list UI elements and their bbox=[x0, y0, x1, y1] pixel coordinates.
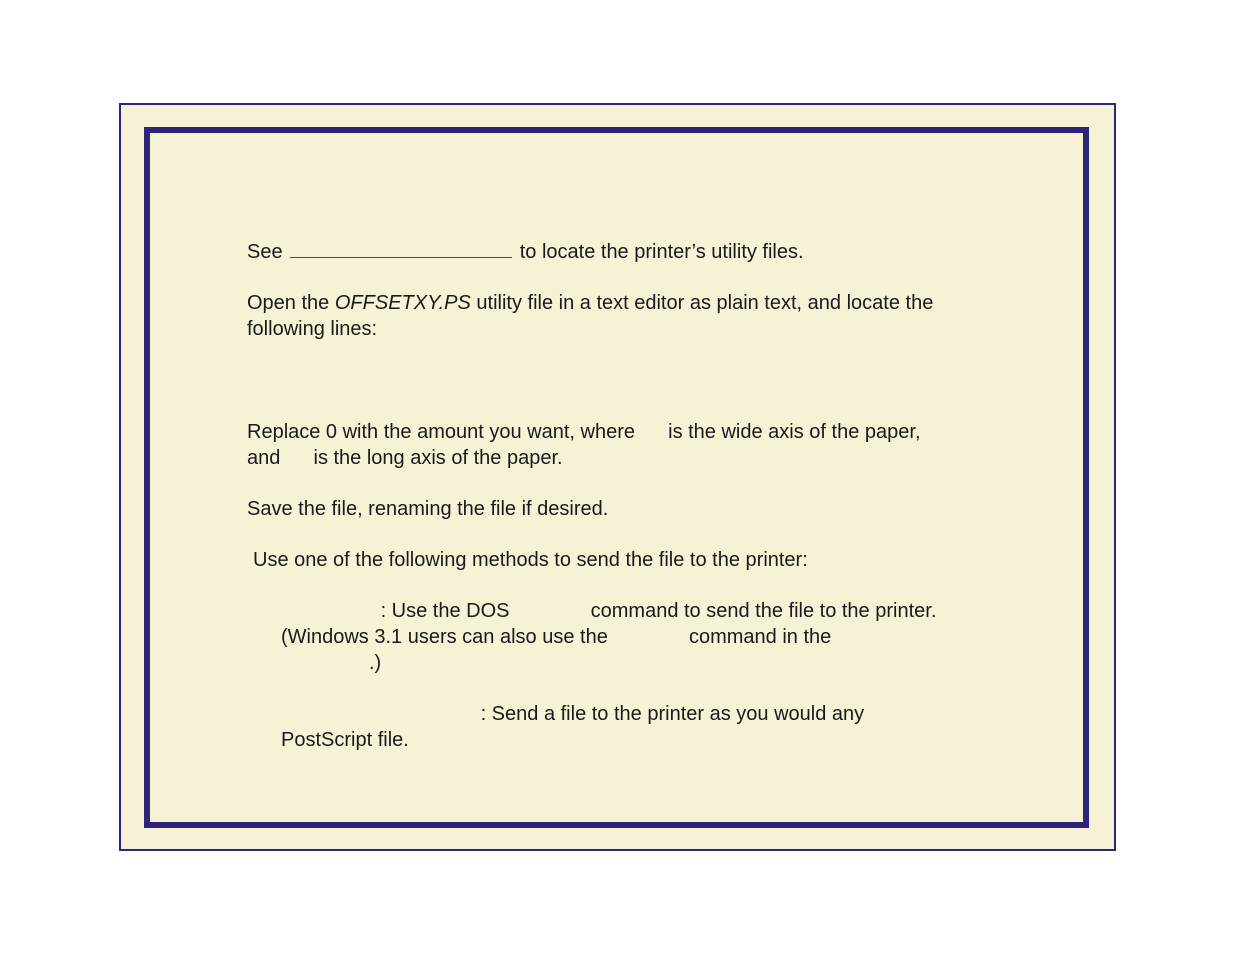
step-replace bbox=[247, 419, 1007, 445]
cross-reference-link[interactable] bbox=[290, 239, 512, 258]
step-send bbox=[247, 547, 1007, 573]
step-open-line2-text: following lines: bbox=[247, 318, 378, 340]
step-replace-part1: Replace 0 with the amount you want, where bbox=[247, 421, 635, 443]
method-mac-line2-text: PostScript file. bbox=[281, 729, 409, 751]
method-dos-line2a: (Windows 3.1 users can also use the bbox=[281, 626, 608, 648]
step-open-line2 bbox=[247, 316, 1007, 342]
step-open bbox=[247, 290, 1007, 316]
outer-frame bbox=[119, 103, 1116, 851]
step-open-after: utility file in a text editor as plain text, and locate the bbox=[476, 292, 934, 314]
step-see-before: See bbox=[247, 241, 283, 263]
instructions-body bbox=[247, 239, 1007, 778]
method-dos-mid: command to send the file to the printer. bbox=[590, 600, 937, 622]
method-dos-line3-text: .) bbox=[369, 652, 382, 674]
method-dos-line3 bbox=[247, 650, 1007, 676]
step-replace-part2: is the wide axis of the paper, bbox=[668, 421, 921, 443]
method-dos bbox=[247, 598, 1007, 624]
method-mac bbox=[247, 701, 1007, 727]
method-mac-colon: : Send a file to the printer as you would any bbox=[480, 703, 865, 725]
method-mac-line2 bbox=[247, 727, 1007, 753]
step-replace-line2 bbox=[247, 445, 1007, 471]
method-dos-line2 bbox=[247, 624, 1007, 650]
step-replace-part3: and bbox=[247, 447, 281, 469]
step-see-after: to locate the printer’s utility files. bbox=[519, 241, 804, 263]
method-dos-colon: : Use the DOS bbox=[380, 600, 510, 622]
step-send-text: Use one of the following methods to send the file to the printer: bbox=[253, 549, 808, 571]
step-save-text: Save the file, renaming the file if desired. bbox=[247, 498, 609, 520]
step-save bbox=[247, 496, 1007, 522]
step-open-before: Open the bbox=[247, 292, 330, 314]
offsetxy-filename: OFFSETXY.PS bbox=[334, 292, 471, 314]
method-dos-line2b: command in the bbox=[688, 626, 832, 648]
step-see bbox=[247, 239, 1007, 265]
step-replace-part4: is the long axis of the paper. bbox=[313, 447, 563, 469]
code-lines-placeholder bbox=[247, 367, 1007, 419]
